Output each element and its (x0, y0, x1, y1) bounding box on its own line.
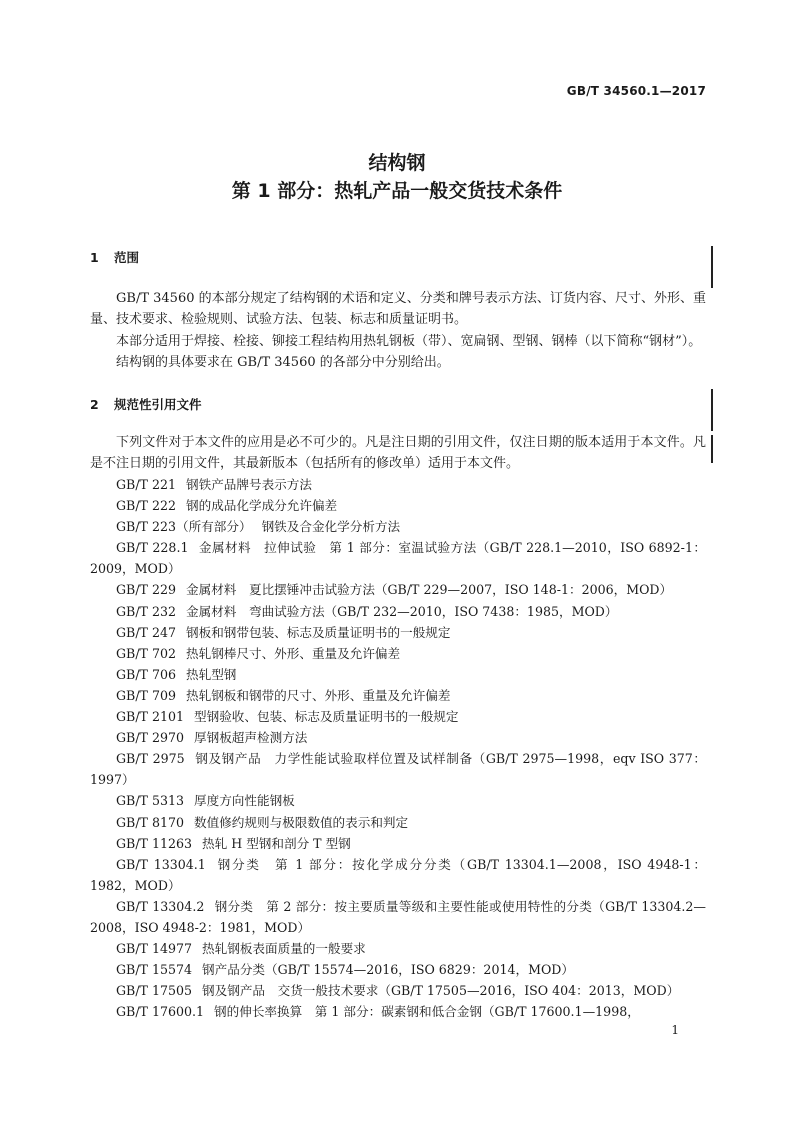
section-2-title: 规范性引用文件 (114, 397, 202, 412)
reference-item (90, 601, 706, 622)
paragraph: 本部分适用于焊接、栓接、铆接工程结构用热轧钢板（带）、宽扁钢、型钢、钢棒（以下简称“钢材”）。 (116, 333, 702, 349)
reference-item (90, 1001, 706, 1022)
reference-item (90, 622, 706, 643)
reference-title: 钢及钢产品 力学性能试验取样位置及试样制备（GB/T 2975—1998，eqv ISO 377：1997） (90, 751, 706, 788)
reference-code: GB/T 14977 (116, 941, 193, 957)
reference-code: GB/T 8170 (116, 814, 185, 830)
standard-code: GB/T 34560.1—2017 (566, 84, 706, 98)
reference-code: GB/T 13304.1 (116, 856, 206, 872)
reference-item (90, 685, 706, 706)
section-2-number: 2 (90, 397, 99, 412)
reference-code: GB/T 2101 (116, 709, 185, 725)
reference-code: GB/T 11263 (116, 835, 193, 851)
reference-code: GB/T 5313 (116, 793, 185, 809)
reference-item (90, 664, 706, 685)
reference-title: 钢的伸长率换算 第 1 部分：碳素钢和低合金钢（GB/T 17600.1—1998， (214, 1004, 640, 1020)
reference-item (90, 579, 706, 600)
paragraph: GB/T 34560 的本部分规定了结构钢的术语和定义、分类和牌号表示方法、订货内容、尺寸、外形、重量、技术要求、检验规则、试验方法、包装、标志和质量证明书。 (90, 291, 706, 328)
reference-code: GB/T 709 (116, 687, 176, 703)
reference-title: 钢产品分类（GB/T 15574—2016，ISO 6829：2014，MOD） (202, 962, 574, 978)
reference-title: 数值修约规则与极限数值的表示和判定 (194, 814, 409, 830)
reference-code: GB/T 232 (116, 603, 176, 619)
reference-code: GB/T 2975 (116, 751, 185, 767)
reference-title: 型钢验收、包装、标志及质量证明书的一般规定 (194, 709, 459, 725)
section-1-number: 1 (90, 250, 99, 265)
reference-code: GB/T 702 (116, 645, 176, 661)
reference-title: 钢铁产品牌号表示方法 (186, 477, 312, 492)
reference-title: 热轧 H 型钢和剖分 T 型钢 (202, 835, 351, 851)
reference-item (90, 495, 706, 516)
section-2-heading (90, 395, 202, 413)
reference-item (90, 748, 706, 790)
paragraph: 下列文件对于本文件的应用是必不可少的。凡是注日期的引用文件，仅注日期的版本适用于本文件。凡是不注日期的引用文件，其最新版本（包括所有的修改单）适用于本文件。 (90, 435, 706, 472)
reference-code: GB/T 2970 (116, 730, 185, 746)
reference-title: 热轧钢板表面质量的一般要求 (202, 941, 366, 957)
reference-item (90, 833, 706, 854)
reference-code: GB/T 17600.1 (116, 1004, 205, 1020)
change-bar (711, 435, 713, 463)
reference-code: GB/T 17505 (116, 983, 193, 999)
reference-code: GB/T 706 (116, 666, 176, 682)
reference-item (90, 896, 706, 938)
section-1-body (90, 288, 706, 373)
reference-title: 金属材料 弯曲试验方法（GB/T 232—2010，ISO 7438：1985，MOD） (186, 603, 618, 619)
reference-item (90, 706, 706, 727)
paragraph: 结构钢的具体要求在 GB/T 34560 的各部分中分别给出。 (116, 354, 450, 370)
reference-title: 热轧钢棒尺寸、外形、重量及允许偏差 (186, 645, 401, 661)
change-bar (711, 389, 713, 431)
reference-item (90, 938, 706, 959)
reference-title: 钢分类 第 1 部分：按化学成分分类（GB/T 13304.1—2008，ISO 4948-1：1982，MOD） (90, 856, 706, 893)
reference-code: GB/T 15574 (116, 962, 193, 978)
reference-code: GB/T 247 (116, 624, 176, 640)
reference-code: GB/T 222 (116, 498, 176, 514)
reference-title: 金属材料 拉伸试验 第 1 部分：室温试验方法（GB/T 228.1—2010，ISO 6892-1：2009，MOD） (90, 540, 706, 577)
reference-item (90, 854, 706, 896)
title-main: 结构钢 (368, 152, 426, 174)
reference-item (90, 474, 706, 495)
reference-item (90, 516, 706, 537)
reference-title: 钢铁及合金化学分析方法 (261, 519, 401, 535)
reference-item (90, 727, 706, 748)
reference-title: 钢分类 第 2 部分：按主要质量等级和主要性能或使用特性的分类（GB/T 13304.2—2008，ISO 4948-2：1981，MOD） (90, 898, 706, 935)
reference-title: 热轧型钢 (186, 666, 237, 682)
reference-item (90, 790, 706, 811)
reference-code: GB/T 221 (116, 477, 176, 492)
reference-title: 钢板和钢带包装、标志及质量证明书的一般规定 (186, 624, 451, 640)
reference-title: 厚钢板超声检测方法 (194, 730, 308, 746)
document-title (0, 150, 794, 205)
reference-title: 热轧钢板和钢带的尺寸、外形、重量及允许偏差 (186, 687, 451, 703)
reference-item (90, 812, 706, 833)
reference-item (90, 959, 706, 980)
reference-title: 金属材料 夏比摆锤冲击试验方法（GB/T 229—2007，ISO 148-1：2006，MOD） (186, 582, 673, 598)
reference-list (90, 474, 706, 1022)
reference-code: GB/T 228.1 (116, 540, 189, 556)
change-bar (711, 246, 713, 288)
title-sub: 第 1 部分：热轧产品一般交货技术条件 (231, 180, 563, 202)
reference-item (90, 980, 706, 1001)
reference-item (90, 643, 706, 664)
reference-title: 钢及钢产品 交货一般技术要求（GB/T 17505—2016，ISO 404：2013，MOD） (202, 983, 680, 999)
page-number: 1 (671, 1023, 679, 1037)
reference-title: 厚度方向性能钢板 (194, 793, 295, 809)
section-2-intro (90, 432, 706, 475)
section-1-title: 范围 (114, 250, 140, 265)
reference-code: GB/T 223（所有部分） (116, 519, 252, 535)
reference-title: 钢的成品化学成分允许偏差 (186, 498, 338, 514)
reference-code: GB/T 229 (116, 582, 176, 598)
reference-code: GB/T 13304.2 (116, 898, 205, 914)
reference-item (90, 537, 706, 579)
section-1-heading (90, 248, 139, 266)
